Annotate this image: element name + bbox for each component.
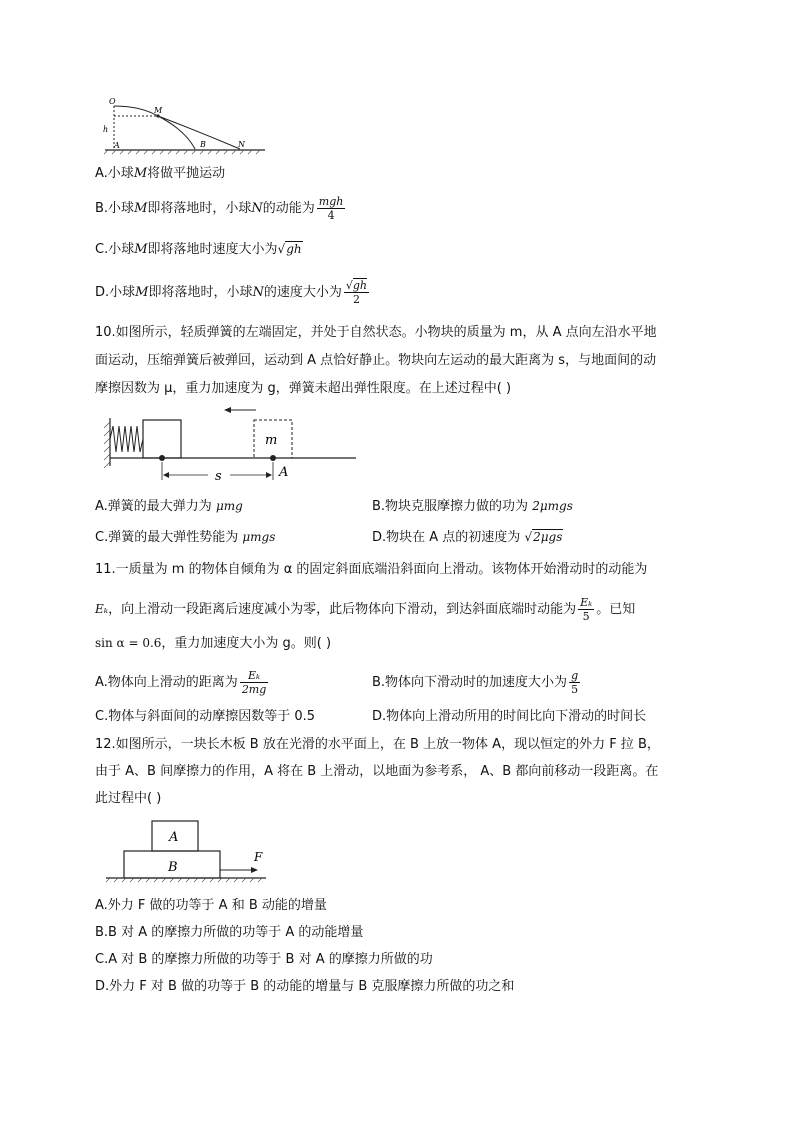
q12-option-c[interactable]: C.A 对 B 的摩擦力所做的功等于 B 对 A 的摩擦力所做的功 xyxy=(95,952,433,967)
q11-option-c[interactable]: C.物体与斜面间的动摩擦因数等于 0.5 xyxy=(95,709,316,724)
label-N: N xyxy=(238,140,245,149)
q10-stem-line3: 摩擦因数为 μ，重力加速度为 g，弹簧未超出弹性限度。在上述过程中( ) xyxy=(95,381,512,396)
label-h: h xyxy=(103,125,109,134)
fraction-ek-over-5: $\frac{\text{Eₖ}}{5}$ xyxy=(580,596,593,623)
q9-option-a[interactable]: A.小球M将做平抛运动 xyxy=(95,166,226,181)
fraction-ek-over-2mg: $\frac{\text{Eₖ}}{2mg}$ xyxy=(241,669,267,696)
q11-stem-line1: 11.一质量为 m 的物体自倾角为 α 的固定斜面底端沿斜面向上滑动。该物体开始滑动时的动能为 xyxy=(95,562,648,577)
label-M: M xyxy=(154,106,163,115)
block-A-label: A xyxy=(169,830,179,845)
q9-option-d[interactable]: D.小球M即将落地时，小球N的速度大小为 $\frac{√gh}{2}$ xyxy=(95,279,368,306)
q9-option-b[interactable]: B.小球M即将落地时，小球N的动能为 $\frac{\text{mgh}}{4}$ xyxy=(95,195,344,222)
figure-projectile xyxy=(100,92,270,158)
fraction-sqrt-gh-over-2: $\frac{√gh}{2}$ xyxy=(345,279,368,306)
figure-spring-block xyxy=(98,404,362,486)
force-F-label: F xyxy=(254,850,263,864)
q12-option-b[interactable]: B.B 对 A 的摩擦力所做的功等于 A 的动能增量 xyxy=(95,925,364,940)
label-A: A xyxy=(114,141,120,150)
board-B-label: B xyxy=(168,860,178,875)
figure-board-block xyxy=(102,815,272,887)
fraction-mgh-over-4: $\frac{\text{mgh}}{4}$ xyxy=(318,195,344,222)
q12-stem-line1: 12.如图所示，一块长木板 B 放在光滑的水平面上，在 B 上放一物体 A，现以恒定的外力 F 拉 B， xyxy=(95,737,660,752)
q12-option-d[interactable]: D.外力 F 对 B 做的功等于 B 的动能的增量与 B 克服摩擦力所做的功之和 xyxy=(95,979,515,994)
q9-option-c[interactable]: C.小球M即将落地时速度大小为√gh xyxy=(95,242,302,257)
sqrt-gh: √gh xyxy=(277,242,302,256)
q10-option-d[interactable]: D.物块在 A 点的初速度为 √2μgs xyxy=(372,530,563,545)
sqrt-2ugs: √2μgs xyxy=(524,530,563,544)
q11-option-d[interactable]: D.物体向上滑动所用的时间比向下滑动的时间长 xyxy=(372,709,647,724)
q11-option-b[interactable]: B.物体向下滑动时的加速度大小为 $\frac{g}{5}$ xyxy=(372,669,579,696)
q12-stem-line3: 此过程中( ) xyxy=(95,791,162,806)
label-O: O xyxy=(109,97,116,106)
q12-option-a[interactable]: A.外力 F 做的功等于 A 和 B 动能的增量 xyxy=(95,898,327,913)
q11-stem-line3: sin α = 0.6，重力加速度大小为 g。则( ) xyxy=(95,636,332,651)
q11-stem-line2: Eₖ，向上滑动一段距离后速度减小为零，此后物体向下滑动，到达斜面底端时动能为 $\frac{\text{Eₖ}}{5}$ 。已知 xyxy=(95,596,636,623)
q11-option-a[interactable]: A.物体向上滑动的距离为 $\frac{\text{Eₖ}}{2mg}$ xyxy=(95,669,267,696)
q10-stem-line2: 面运动，压缩弹簧后被弹回，运动到 A 点恰好静止。物块向左运动的最大距离为 s，与地面间的动 xyxy=(95,353,657,368)
label-B: B xyxy=(200,140,206,149)
fraction-g-over-5: $\frac{g}{5}$ xyxy=(571,669,579,696)
q10-stem-line1: 10.如图所示，轻质弹簧的左端固定，并处于自然状态。小物块的质量为 m，从 A 点向左沿水平地 xyxy=(95,325,657,340)
point-A-label: A xyxy=(279,465,289,480)
distance-s-label: s xyxy=(215,469,222,484)
q10-option-b[interactable]: B.物块克服摩擦力做的功为 2μmgs xyxy=(372,499,573,514)
q10-option-a[interactable]: A.弹簧的最大弹力为 μmg xyxy=(95,499,243,514)
block-m-label: m xyxy=(265,433,278,448)
q10-option-c[interactable]: C.弹簧的最大弹性势能为 μmgs xyxy=(95,530,276,545)
q12-stem-line2: 由于 A、B 间摩擦力的作用，A 将在 B 上滑动，以地面为参考系， A、B 都向前移动一段距离。在 xyxy=(95,764,659,779)
